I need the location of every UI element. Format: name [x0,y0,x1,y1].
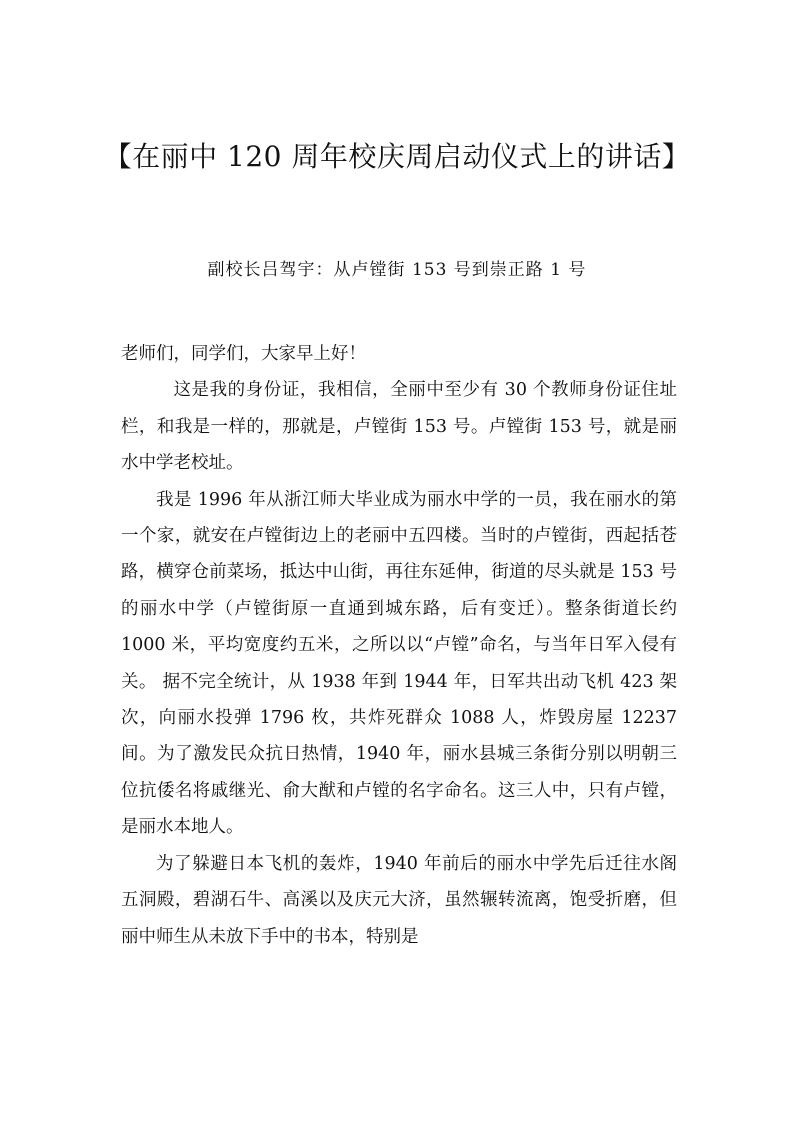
body-paragraph: 为了躲避日本飞机的轰炸，1940 年前后的丽水中学先后迁往水阁五洞殿，碧湖石牛、高溪以及庆元大济，虽然辗转流离，饱受折磨，但丽中师生从未放下手中的书本，特别是 [121,853,677,947]
document-title: 【在丽中 120 周年校庆周启动仪式上的讲话】 [103,140,691,173]
body-paragraph: 这是我的身份证，我相信，全丽中至少有 30 个教师身份证住址栏，和我是一样的，那就是，卢镗街 153 号。卢镗街 153 号，就是丽水中学老校址。 [121,380,677,474]
greeting-paragraph: 老师们，同学们，大家早上好！ [121,344,366,364]
body-paragraph: 我是 1996 年从浙江师大毕业成为丽水中学的一员，我在丽水的第一个家，就安在卢镗街边上的老丽中五四楼。当时的卢镗街，西起括苍路，横穿仓前菜场，抵达中山街，再往东延伸，街道的尽头就是 153 号的丽水中学（卢镗街原一直通到城东路，后有变迁）。整条街道长约 1000 米，平均宽度约五米，之所以以“卢镗”命名，与当年日军入侵有关。 据不完全统计，从 1938 年到 1944 年，日军共出动飞机 423 架次，向丽水投弹 1796 枚，共炸死群众 1088 人，炸毁房屋 12237 间。为了激发民众抗日热情，1940 年，丽水县城三条街分别以明朝三位抗倭名将戚继光、俞大猷和卢镗的名字命名。这三人中，只有卢镗，是丽水本地人。 [121,489,677,838]
document-body [121,336,677,955]
document-subtitle: 副校长吕驾宇：从卢镗街 153 号到崇正路 1 号 [207,260,587,280]
